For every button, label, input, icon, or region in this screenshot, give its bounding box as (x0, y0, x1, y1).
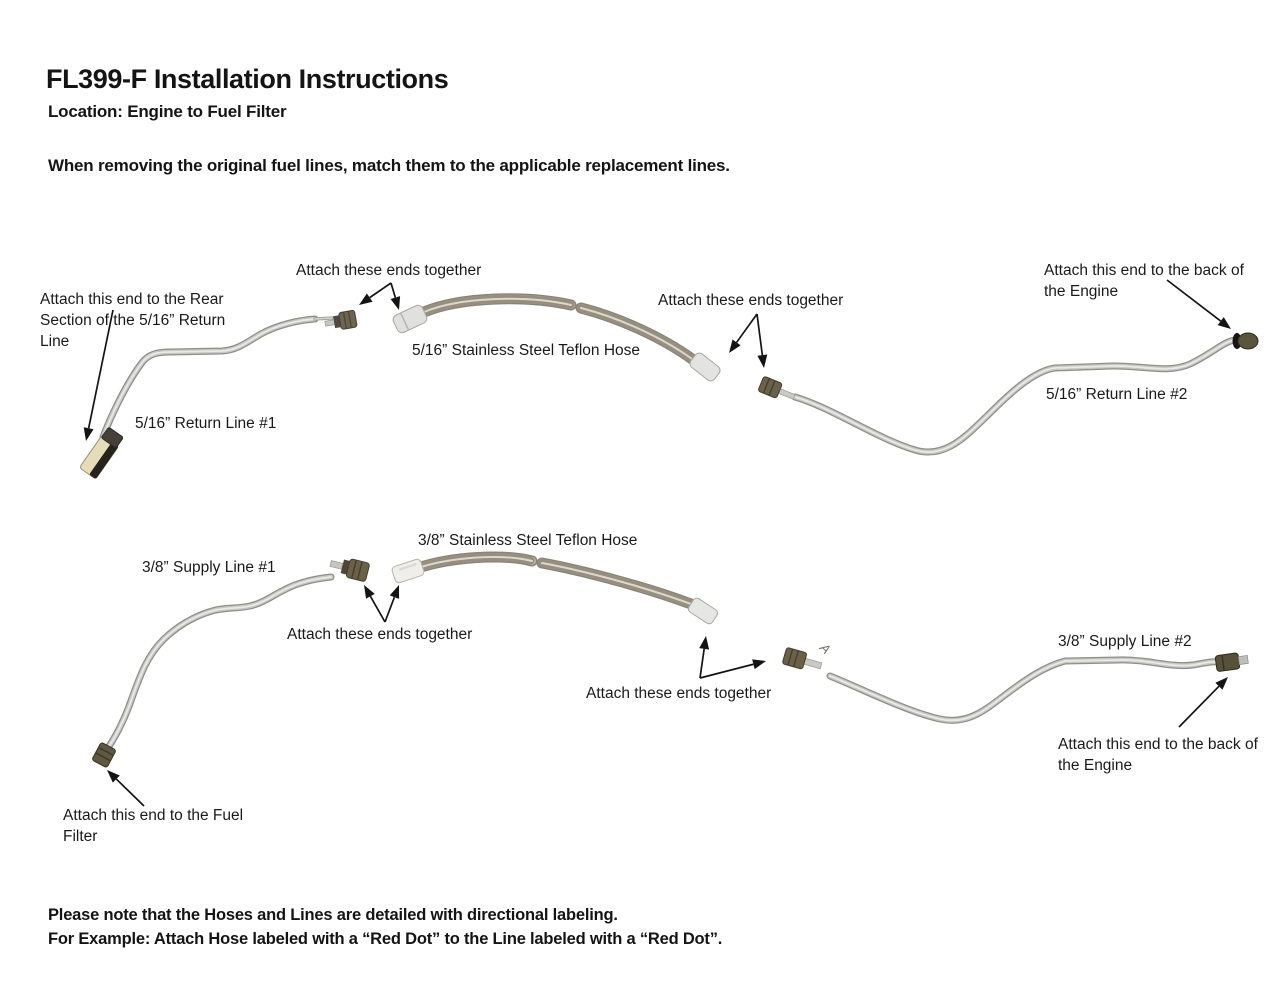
callout-arrow (729, 314, 757, 353)
callout-arrow (385, 585, 399, 622)
hose-516-left-fitting (391, 304, 428, 335)
footer-note-line1: Please note that the Hoses and Lines are detailed with directional labeling. (48, 906, 618, 924)
callout-arrow (757, 314, 767, 368)
supply-line-2-label: 3/8” Supply Line #2 (1058, 633, 1192, 650)
supply-line-2-engine-fitting (1215, 651, 1249, 671)
callout-arrow (391, 283, 401, 310)
callout-attach-ends-top-right: Attach these ends together (658, 292, 844, 309)
hose-38-left-fitting (391, 558, 425, 583)
callout-attach-fuel-filter: Attach this end to the Fuel Filter (63, 807, 244, 845)
callout-attach-engine-bottom: Attach this end to the back of the Engine (1058, 736, 1258, 774)
teflon-hose-38-seg1 (421, 557, 532, 567)
callout-arrow (1179, 677, 1228, 727)
teflon-hose-516-seg1 (424, 299, 571, 312)
return-line-1-end-fitting (324, 310, 357, 332)
supply-line-1-tube (107, 577, 331, 749)
intro-note: When removing the original fuel lines, match them to the applicable replacement lines. (48, 156, 730, 175)
callout-arrow (699, 636, 709, 678)
callout-arrow (364, 585, 385, 622)
callout-attach-ends-bottom-left: Attach these ends together (287, 626, 473, 643)
callout-arrow (107, 770, 144, 806)
direction-marker-a: A (816, 640, 834, 657)
location-subtitle: Location: Engine to Fuel Filter (48, 102, 287, 121)
page-title: FL399-F Installation Instructions (46, 64, 449, 94)
hose-516-label: 5/16” Stainless Steel Teflon Hose (412, 342, 641, 359)
callout-arrow (700, 659, 766, 678)
return-line-1-label: 5/16” Return Line #1 (135, 415, 277, 432)
callout-attach-ends-top-left: Attach these ends together (296, 262, 482, 279)
supply-line-1-end-fitting (328, 554, 369, 582)
footer-note-line2: For Example: Attach Hose labeled with a “Red Dot” to the Line labeled with a “Red Dot”. (48, 930, 723, 948)
callout-attach-ends-bottom-right: Attach these ends together (586, 685, 772, 702)
teflon-hose-38-seg2 (542, 563, 691, 604)
return-line-2-label: 5/16” Return Line #2 (1046, 386, 1188, 403)
hose-38-label: 3/8” Stainless Steel Teflon Hose (418, 532, 638, 549)
supply-line-1-label: 3/8” Supply Line #1 (142, 559, 276, 576)
supply-line-2-tube (830, 660, 1220, 720)
return-line-2-engine-fitting (1233, 333, 1259, 349)
callout-arrow (359, 283, 391, 305)
return-line-1-tip (315, 318, 332, 319)
callout-attach-engine-top: Attach this end to the back of the Engine (1044, 262, 1244, 300)
return-line-2-front-fitting (758, 376, 797, 404)
callout-attach-rear-section: Attach this end to the Rear Section of the 5/16” Return Line (40, 291, 226, 350)
